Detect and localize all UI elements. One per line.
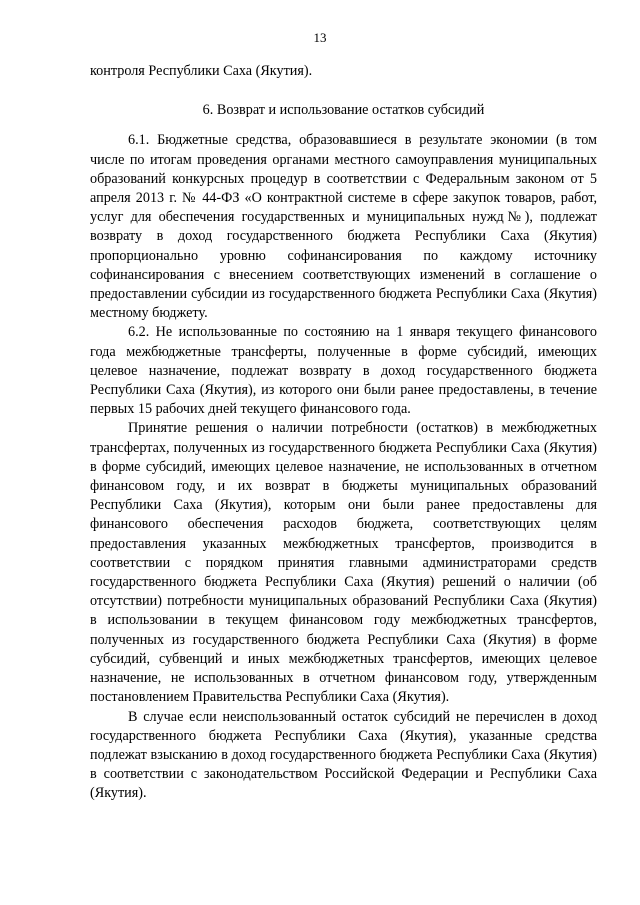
paragraph-recovery: В случае если неиспользованный остаток субсидий не перечислен в доход государственного бюджета Республики Саха (Якутия), указанные средства подлежат взысканию в доход государственного бюджета Республики Саха (Якутия) в соответствии с законодательством Российской Федерации и Республики Саха (Якутия). bbox=[90, 708, 597, 802]
section-heading: 6. Возврат и использование остатков субсидий bbox=[202, 102, 485, 119]
paragraph-decision: Принятие решения о наличии потребности (остатков) в межбюджетных трансфертах, полученных из государственного бюджета Республики Саха (Якутия) в форме субсидий, имеющих целевое назначение, не использованных в отчетном финансовом году, и их возврат в бюджеты муниципальных образований Республики Саха (Якутия), которым они были ранее предоставлены для финансового обеспечения расходов бюджета, соответствующих целям предоставления указанных межбюджетных трансфертов, производится в соответствии с порядком принятия главными администраторами средств государственного бюджета Республики Саха (Якутия) решений о наличии (об отсутствии) потребности муниципальных образований Республики Саха (Якутия) в использовании в текущем финансовом году межбюджетных трансфертов, полученных из государственного бюджета Республики Саха (Якутия) в форме субсидий, субвенций и иных межбюджетных трансфертов, имеющих целевое назначение, не использованных в отчетном финансовом году, утвержденным постановлением Правительства Республики Саха (Якутия). bbox=[90, 420, 597, 706]
document-body bbox=[90, 62, 597, 804]
paragraph-6-1: 6.1. Бюджетные средства, образовавшиеся в результате экономии (в том числе по итогам проведения органами местного самоуправления муниципальных образований конкурсных процедур в соответствии с Федеральным законом от 5 апреля 2013 г. № 44-ФЗ «О контрактной системе в сфере закупок товаров, работ, услуг для обеспечения государственных и муниципальных нужд№), подлежат возврату в доход государственного бюджета Республики Саха (Якутия) пропорционально уровню софинансирования по каждому источнику софинансирования с внесением соответствующих изменений в соглашение о предоставлении субсидии из государственного бюджета Республики Саха (Якутия) местному бюджету. bbox=[90, 132, 597, 322]
page-number: 13 bbox=[313, 30, 327, 45]
lead-line: контроля Республики Саха (Якутия). bbox=[90, 63, 313, 79]
paragraph-6-2: 6.2. Не использованные по состоянию на 1 января текущего финансового года межбюджетные трансферты, полученные в форме субсидий, имеющих целевое назначение, подлежат возврату в доход государственного бюджета Республики Саха (Якутия), из которого они были ранее предоставлены, в течение первых 15 рабочих дней текущего финансового года. bbox=[90, 324, 597, 418]
